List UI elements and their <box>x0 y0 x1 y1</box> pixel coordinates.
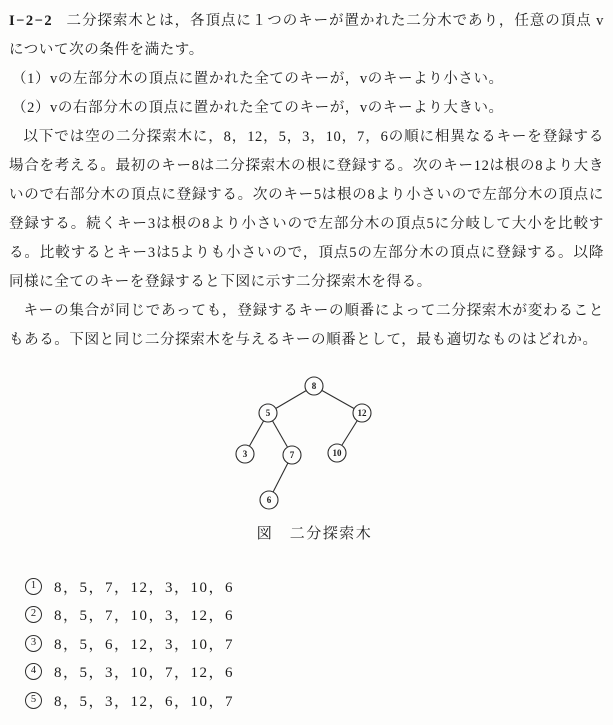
svg-text:5: 5 <box>265 408 271 419</box>
problem-intro: 二分探索木とは，各頂点に１つのキーが置かれた二分木であり，任意の頂点 v について次の条件を満たす。 <box>9 13 604 58</box>
tree-node-12 <box>353 404 371 422</box>
option-3-sequence: 8，5，6，12，3，10，7 <box>54 636 235 653</box>
tree-node-6 <box>260 491 278 509</box>
tree-node-5 <box>259 404 277 422</box>
answer-options-list <box>25 577 234 720</box>
explanation-paragraph: 以下では空の二分探索木に，8，12，5，3，10，7，6の順に相異なるキーを登録する場合を考える。最初のキー8は二分探索木の根に登録する。次のキー12は根の8より大きいので右部分木の頂点に登録する。次のキー5は根の8より小さいので左部分木の頂点に登録する。続くキー3は根の8より小さいので左部分木の頂点5に分岐して大小を比較する。比較するとキー3は5よりも小さいので，頂点5の左部分木の頂点に登録する。以降同様に全てのキーを登録すると下図に示す二分探索木を得る。 <box>9 129 604 290</box>
answer-option-5 <box>25 691 234 709</box>
option-1-sequence: 8，5，7，12，3，10，6 <box>54 579 235 596</box>
answer-option-2 <box>25 606 234 624</box>
tree-node-10 <box>328 444 346 462</box>
option-2-sequence: 8，5，7，10，3，12，6 <box>54 608 235 624</box>
svg-text:7: 7 <box>289 450 295 461</box>
svg-text:12: 12 <box>357 408 367 419</box>
condition-2: （2）vの右部分木の頂点に置かれた全てのキーが，vのキーより大きい。 <box>12 100 504 116</box>
option-3-marker-icon: 3 <box>25 635 42 652</box>
problem-number: I−2−2 <box>9 13 54 29</box>
answer-option-1 <box>25 577 234 595</box>
tree-node-7 <box>283 446 301 464</box>
binary-search-tree-figure <box>0 370 613 543</box>
svg-text:8: 8 <box>311 381 317 392</box>
option-2-marker-icon: 2 <box>25 606 42 623</box>
option-4-marker-icon: 4 <box>25 663 42 680</box>
answer-option-4 <box>25 663 234 681</box>
svg-text:3: 3 <box>242 449 248 460</box>
tree-node-3 <box>236 445 254 463</box>
problem-text-block <box>9 7 604 355</box>
option-5-marker-icon: 5 <box>25 692 42 709</box>
binary-search-tree-diagram <box>0 370 613 518</box>
condition-1: （1）vの左部分木の頂点に置かれた全てのキーが，vのキーより小さい。 <box>12 71 504 87</box>
option-5-sequence: 8，5，3，12，6，10，7 <box>54 693 235 710</box>
problem-statement <box>9 7 604 65</box>
tree-node-8 <box>305 377 323 395</box>
figure-caption: 図 二分探索木 <box>256 526 373 542</box>
answer-option-3 <box>25 634 234 652</box>
option-4-sequence: 8，5，3，10，7，12，6 <box>54 665 235 681</box>
option-1-marker-icon: 1 <box>25 578 42 595</box>
svg-text:6: 6 <box>266 495 272 506</box>
svg-text:10: 10 <box>332 448 342 459</box>
question-paragraph: キーの集合が同じであっても，登録するキーの順番によって二分探索木が変わることもある。下図と同じ二分探索木を与えるキーの順番として，最も適切なものはどれか。 <box>9 303 604 348</box>
